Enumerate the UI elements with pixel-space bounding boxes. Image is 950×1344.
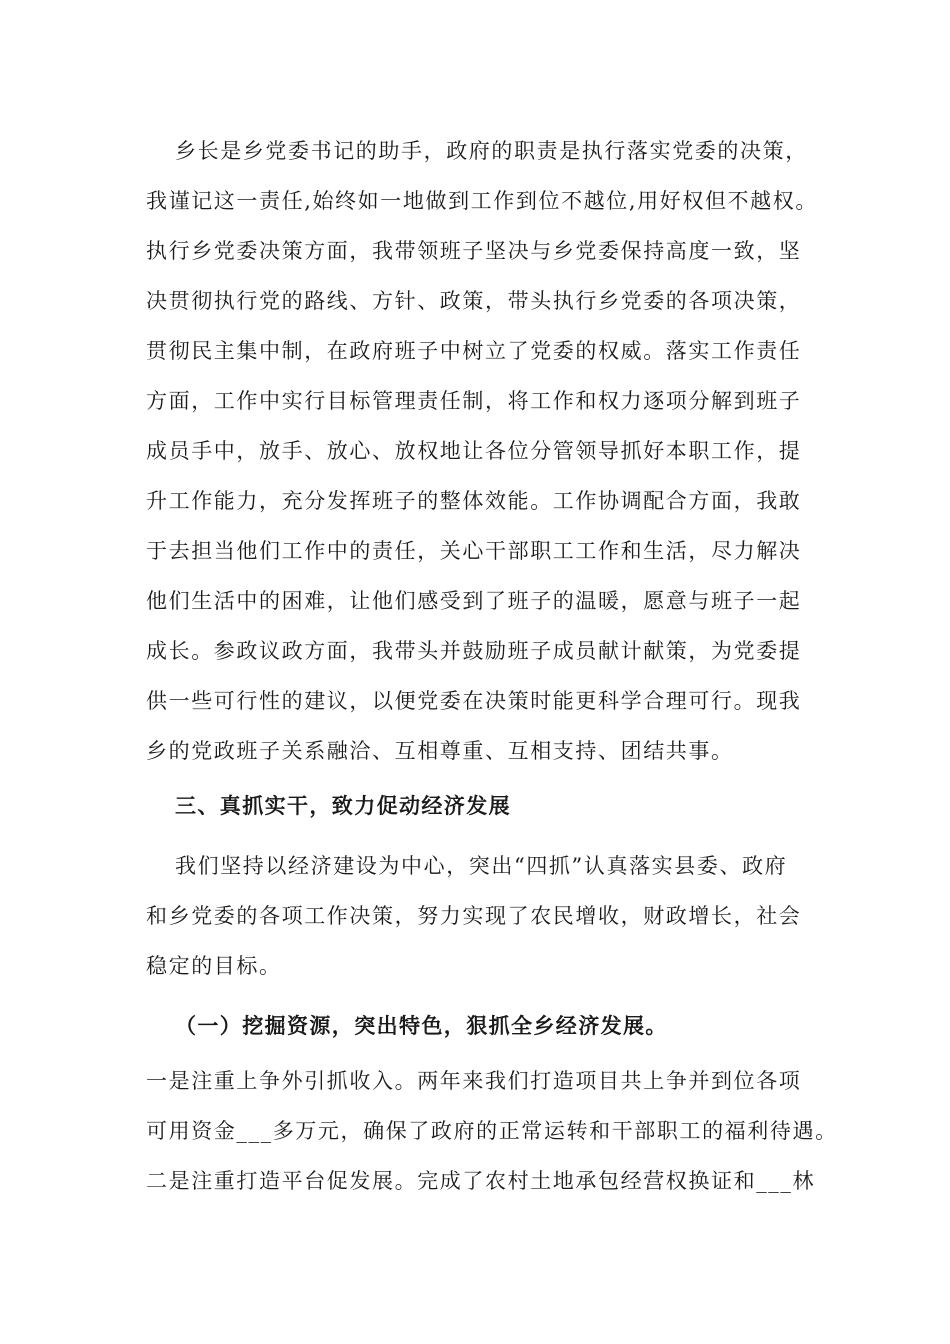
paragraph-line: 贯彻民主集中制，在政府班子中树立了党委的权威。落实工作责任 [146, 339, 802, 363]
paragraph-line: 方面，工作中实行目标管理责任制，将工作和权力逐项分解到班子 [146, 389, 802, 413]
paragraph-line: 决贯彻执行党的路线、方针、政策，带头执行乡党委的各项决策， [146, 289, 802, 313]
paragraph-line: 成员手中，放手、放心、放权地让各位分管领导抓好本职工作，提 [146, 439, 802, 463]
paragraph-line: 和乡党委的各项工作决策，努力实现了农民增收，财政增长，社会 [146, 904, 802, 928]
paragraph-line: 稳定的目标。 [146, 954, 282, 978]
paragraph-line: 我们坚持以经济建设为中心，突出“四抓”认真落实县委、政府 [175, 854, 788, 878]
paragraph-line: 一是注重上争外引抓收入。两年来我们打造项目共上争并到位各项 [146, 1069, 802, 1093]
paragraph-line: 可用资金___多万元，确保了政府的正常运转和干部职工的福利待遇。 [146, 1119, 838, 1143]
paragraph-line: 二是注重打造平台促发展。完成了农村土地承包经营权换证和___林 [146, 1169, 816, 1193]
paragraph-line: 他们生活中的困难，让他们感受到了班子的温暖，愿意与班子一起 [146, 589, 802, 613]
paragraph-line: 于去担当他们工作中的责任，关心干部职工工作和生活，尽力解决 [146, 539, 802, 563]
subsection-heading: （一）挖掘资源，突出特色，狠抓全乡经济发展。 [175, 1013, 668, 1038]
section-heading: 三、真抓实干，致力促动经济发展 [175, 793, 511, 818]
paragraph-line: 成长。参政议政方面，我带头并鼓励班子成员献计献策，为党委提 [146, 639, 802, 663]
paragraph-line: 升工作能力，充分发挥班子的整体效能。工作协调配合方面，我敢 [146, 489, 802, 513]
paragraph-line: 乡长是乡党委书记的助手，政府的职责是执行落实党委的决策， [175, 139, 808, 163]
paragraph-line: 乡的党政班子关系融洽、互相尊重、互相支持、团结共事。 [146, 739, 734, 763]
paragraph-line: 供一些可行性的建议，以便党委在决策时能更科学合理可行。现我 [146, 689, 802, 713]
paragraph-line: 执行乡党委决策方面，我带领班子坚决与乡党委保持高度一致，坚 [146, 239, 802, 263]
paragraph-line: 我谨记这一责任,始终如一地做到工作到位不越位,用好权但不越权。 [146, 189, 818, 213]
